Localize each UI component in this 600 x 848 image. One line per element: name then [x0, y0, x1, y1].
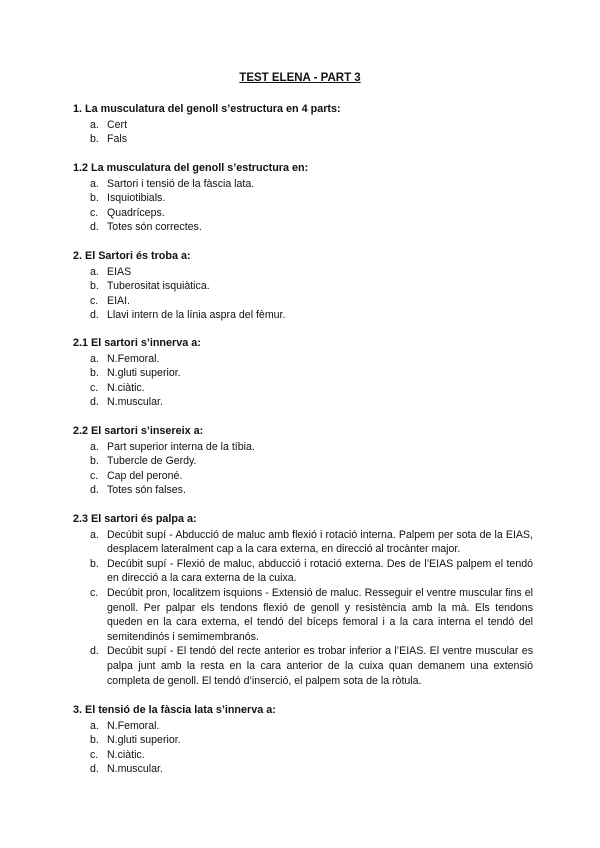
option-text: Decúbit supí - Flexió de maluc, abducció i rotació externa. Des de l’EIAS palpem el tendó en direcció a la cara externa de la cuixa. — [107, 557, 533, 585]
option-c[interactable] — [73, 748, 533, 763]
option-letter: a. — [90, 528, 99, 541]
option-letter: b. — [90, 557, 99, 570]
question-1 — [73, 102, 533, 147]
option-letter: d. — [90, 221, 99, 234]
option-a[interactable] — [73, 719, 533, 734]
option-text: N.muscular. — [107, 763, 163, 776]
option-letter: c. — [90, 294, 99, 307]
option-letter: c. — [90, 469, 99, 482]
option-a[interactable] — [73, 528, 533, 557]
option-letter: b. — [90, 133, 99, 146]
option-a[interactable] — [73, 440, 533, 455]
option-letter: d. — [90, 763, 99, 776]
option-b[interactable] — [73, 366, 533, 381]
option-b[interactable] — [73, 279, 533, 294]
page-title: TEST ELENA - PART 3 — [239, 72, 361, 84]
option-d[interactable] — [73, 395, 533, 410]
option-letter: a. — [90, 719, 99, 732]
question-1-2 — [73, 161, 533, 235]
option-text: Totes són falses. — [107, 484, 186, 497]
option-letter: c. — [90, 586, 99, 599]
option-text: EIAI. — [107, 294, 130, 307]
option-letter: b. — [90, 734, 99, 747]
option-letter: d. — [90, 484, 99, 497]
option-text: Tuberositat isquiàtica. — [107, 280, 210, 293]
option-text: Quadríceps. — [107, 206, 165, 219]
option-a[interactable] — [73, 352, 533, 367]
option-letter: c. — [90, 381, 99, 394]
option-text: Decúbit pron, localitzem isquions - Extensió de maluc. Resseguir el ventre muscular fins el genoll. Per palpar els tendons flexió de genoll y resistència amb la mà. Els tendons queden en la cara externa, el tendó del bíceps femoral i a la cara interna el tendó del semitendinós i semimembranós. — [107, 586, 533, 643]
option-letter: b. — [90, 192, 99, 205]
option-d[interactable] — [73, 483, 533, 498]
option-letter: a. — [90, 177, 99, 190]
option-letter: b. — [90, 280, 99, 293]
option-c[interactable] — [73, 586, 533, 644]
question-title: 2.2 El sartori s’insereix a: — [73, 425, 204, 437]
option-a[interactable] — [73, 177, 533, 192]
option-text: N.ciàtic. — [107, 381, 145, 394]
options-list — [73, 118, 533, 147]
options-list — [73, 719, 533, 777]
option-letter: b. — [90, 367, 99, 380]
question-3 — [73, 703, 533, 777]
option-letter: d. — [90, 645, 99, 658]
option-text: N.Femoral. — [107, 719, 160, 732]
question-2-2 — [73, 424, 533, 498]
question-title: 2.3 El sartori és palpa a: — [73, 513, 197, 525]
option-c[interactable] — [73, 294, 533, 309]
question-2-1 — [73, 336, 533, 410]
option-text: Fals — [107, 133, 128, 146]
question-title: 1. La musculatura del genoll s’estructura en 4 parts: — [73, 103, 341, 115]
question-2 — [73, 249, 533, 323]
option-c[interactable] — [73, 206, 533, 221]
option-d[interactable] — [73, 308, 533, 323]
option-letter: d. — [90, 309, 99, 322]
option-letter: a. — [90, 118, 99, 131]
question-title: 2. El Sartori és troba a: — [73, 250, 191, 262]
option-letter: d. — [90, 396, 99, 409]
option-letter: a. — [90, 265, 99, 278]
option-letter: b. — [90, 455, 99, 468]
option-text: N.gluti superior. — [107, 367, 181, 380]
option-b[interactable] — [73, 191, 533, 206]
option-text: EIAS — [107, 265, 132, 278]
options-list — [73, 177, 533, 235]
option-d[interactable] — [73, 220, 533, 235]
option-b[interactable] — [73, 454, 533, 469]
option-text: N.gluti superior. — [107, 734, 181, 747]
options-list — [73, 352, 533, 410]
question-title: 3. El tensió de la fàscia lata s’innerva a: — [73, 704, 276, 716]
option-text: Tubercle de Gerdy. — [107, 455, 197, 468]
option-c[interactable] — [73, 381, 533, 396]
option-text: Decúbit supí - Abducció de maluc amb flexió i rotació interna. Palpem per sota de la EIAS, desplacem lateralment cap a la cara externa, en direcció al trocànter major. — [107, 528, 533, 556]
option-letter: c. — [90, 748, 99, 761]
option-text: Sartori i tensió de la fàscia lata. — [107, 177, 255, 190]
option-text: N.Femoral. — [107, 352, 160, 365]
options-list — [73, 528, 533, 689]
option-text: Isquiotibials. — [107, 192, 166, 205]
option-letter: a. — [90, 352, 99, 365]
option-text: N.muscular. — [107, 396, 163, 409]
option-text: Cert — [107, 118, 128, 131]
options-list — [73, 265, 533, 323]
option-text: Decúbit supí - El tendó del recte anterior es trobar inferior a l’EIAS. El ventre muscular es palpa junt amb la resta en la cara anterior de la cuixa quan demanem una extensió completa de genoll. El tendó d’inserció, el palpem sota de la ròtula. — [107, 645, 533, 687]
option-text: N.ciàtic. — [107, 748, 145, 761]
option-letter: c. — [90, 206, 99, 219]
option-text: Totes són correctes. — [107, 221, 202, 234]
question-title: 1.2 La musculatura del genoll s’estructura en: — [73, 162, 309, 174]
question-title: 2.1 El sartori s’innerva a: — [73, 337, 201, 349]
option-b[interactable] — [73, 557, 533, 586]
option-text: Llavi intern de la línia aspra del fèmur. — [107, 309, 286, 322]
option-c[interactable] — [73, 469, 533, 484]
option-letter: a. — [90, 440, 99, 453]
option-a[interactable] — [73, 118, 533, 133]
option-text: Part superior interna de la tíbia. — [107, 440, 255, 453]
option-b[interactable] — [73, 132, 533, 147]
question-2-3 — [73, 512, 533, 688]
options-list — [73, 440, 533, 498]
option-text: Cap del peroné. — [107, 469, 183, 482]
option-d[interactable] — [73, 762, 533, 777]
option-d[interactable] — [73, 644, 533, 688]
option-b[interactable] — [73, 733, 533, 748]
option-a[interactable] — [73, 265, 533, 280]
